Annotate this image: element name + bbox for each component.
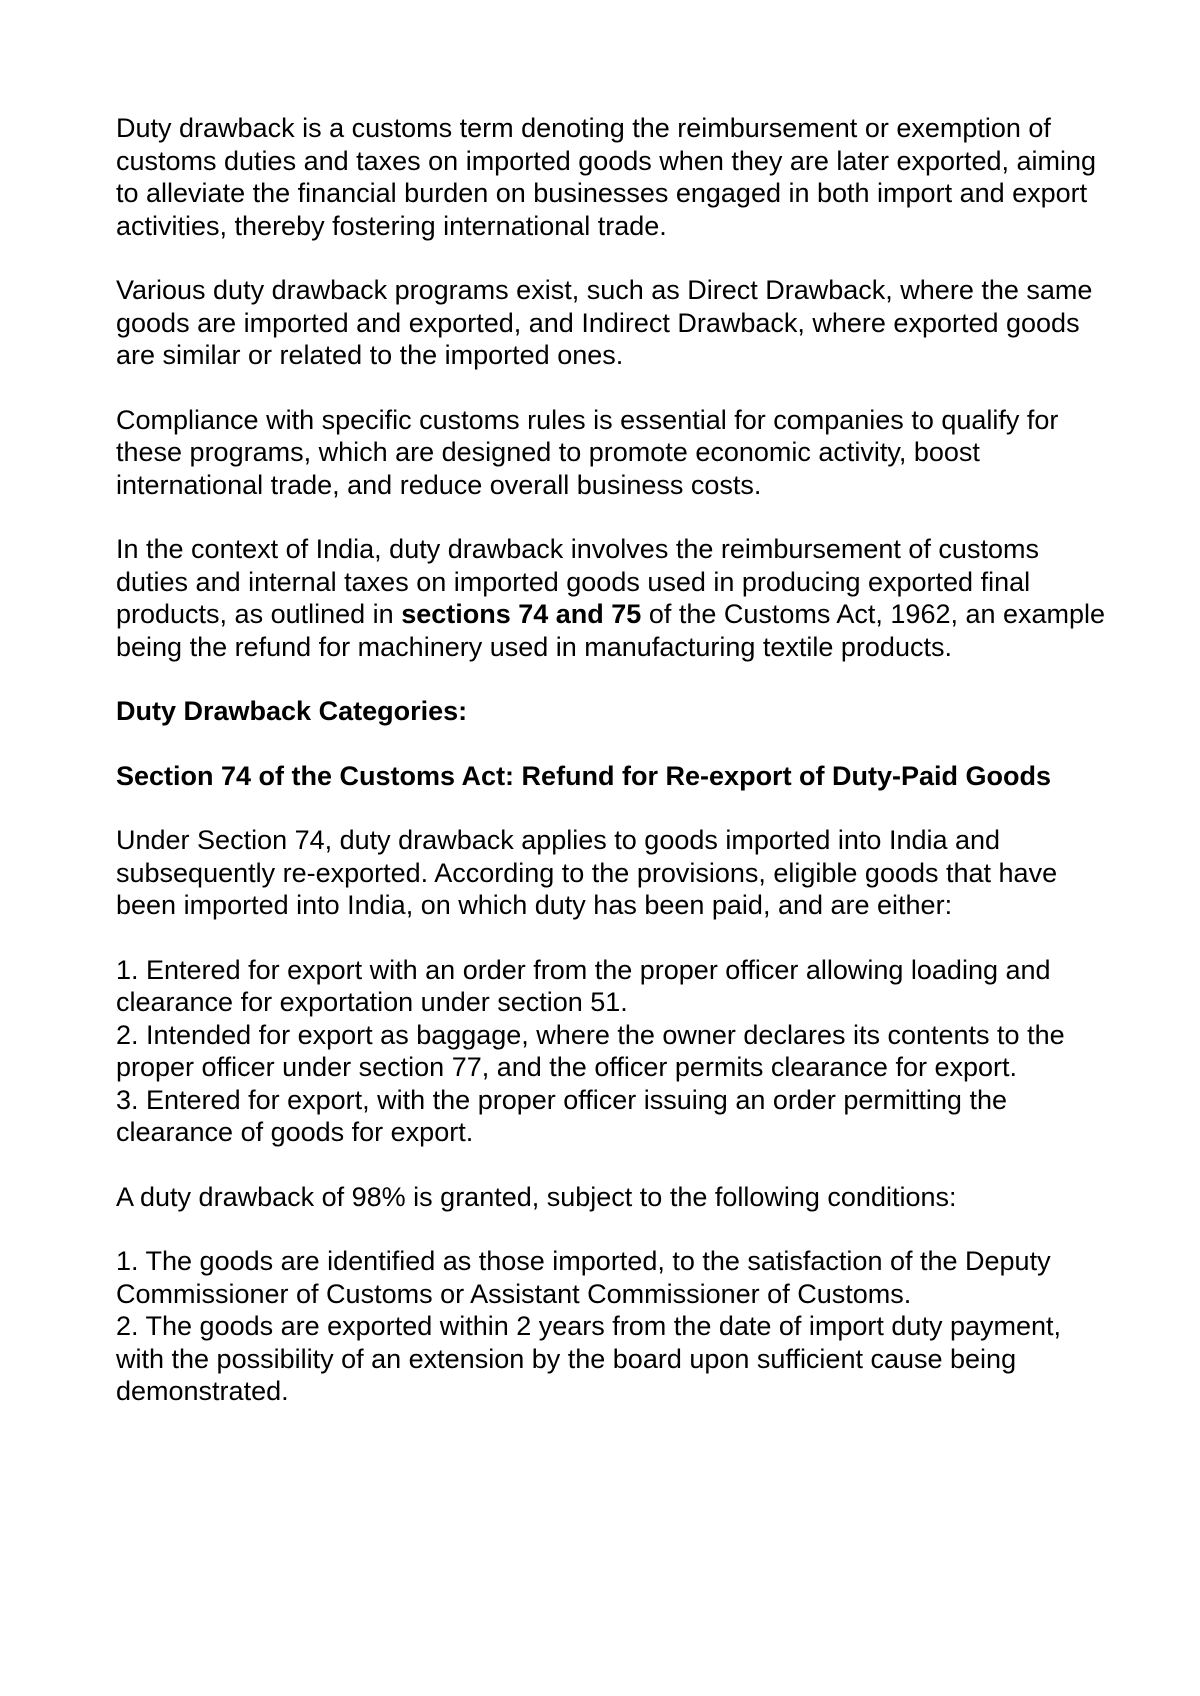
india-context-paragraph bbox=[116, 533, 1116, 663]
export-conditions-list bbox=[116, 954, 1116, 1149]
document-page bbox=[116, 112, 1116, 1408]
compliance-paragraph: Compliance with specific customs rules is essential for companies to qualify for these programs, which are designed to promote economic activity, boost international trade, and reduce overall business costs. bbox=[116, 404, 1059, 500]
sections-reference: sections 74 and 75 bbox=[401, 599, 642, 629]
categories-heading: Duty Drawback Categories: bbox=[116, 696, 468, 726]
list-item: 1. Entered for export with an order from the proper officer allowing loading and clearance for exportation under section 51. bbox=[116, 954, 1051, 1017]
india-context-text-start: In the context of India, duty drawback involves the reimbursement of customs duties and internal taxes on imported goods used in producing exported final products, as outlined in bbox=[116, 534, 1039, 629]
section-74-paragraph: Under Section 74, duty drawback applies to goods imported into India and subsequently re-exported. According to the provisions, eligible goods that have been imported into India, on which duty has been paid, and are either: bbox=[116, 825, 1058, 920]
india-context-text-end: of the Customs Act, 1962, an example being the refund for machinery used in manufacturing textile products. bbox=[116, 599, 1106, 662]
list-item: 2. The goods are exported within 2 years from the date of import duty payment, with the possibility of an extension by the board upon sufficient cause being demonstrated. bbox=[116, 1311, 1062, 1406]
intro-paragraph: Duty drawback is a customs term denoting the reimbursement or exemption of customs duties and taxes on imported goods when they are later exported, aiming to alleviate the financial burden on businesses engaged in both import and export activities, thereby fostering international trade. bbox=[116, 113, 1097, 241]
drawback-rate-paragraph: A duty drawback of 98% is granted, subject to the following conditions: bbox=[116, 1181, 957, 1212]
list-item: 1. The goods are identified as those imported, to the satisfaction of the Deputy Commissioner of Customs or Assistant Commissioner of Customs. bbox=[116, 1246, 1051, 1309]
section-74-heading: Section 74 of the Customs Act: Refund for Re-export of Duty-Paid Goods bbox=[116, 760, 1052, 791]
list-item: 2. Intended for export as baggage, where the owner declares its contents to the proper officer under section 77, and the officer permits clearance for export. bbox=[116, 1019, 1065, 1082]
list-item: 3. Entered for export, with the proper officer issuing an order permitting the clearance of goods for export. bbox=[116, 1084, 1007, 1147]
programs-paragraph: Various duty drawback programs exist, such as Direct Drawback, where the same goods are imported and exported, and Indirect Drawback, where exported goods are similar or related to the imported ones. bbox=[116, 275, 1093, 370]
drawback-conditions-list bbox=[116, 1245, 1116, 1408]
